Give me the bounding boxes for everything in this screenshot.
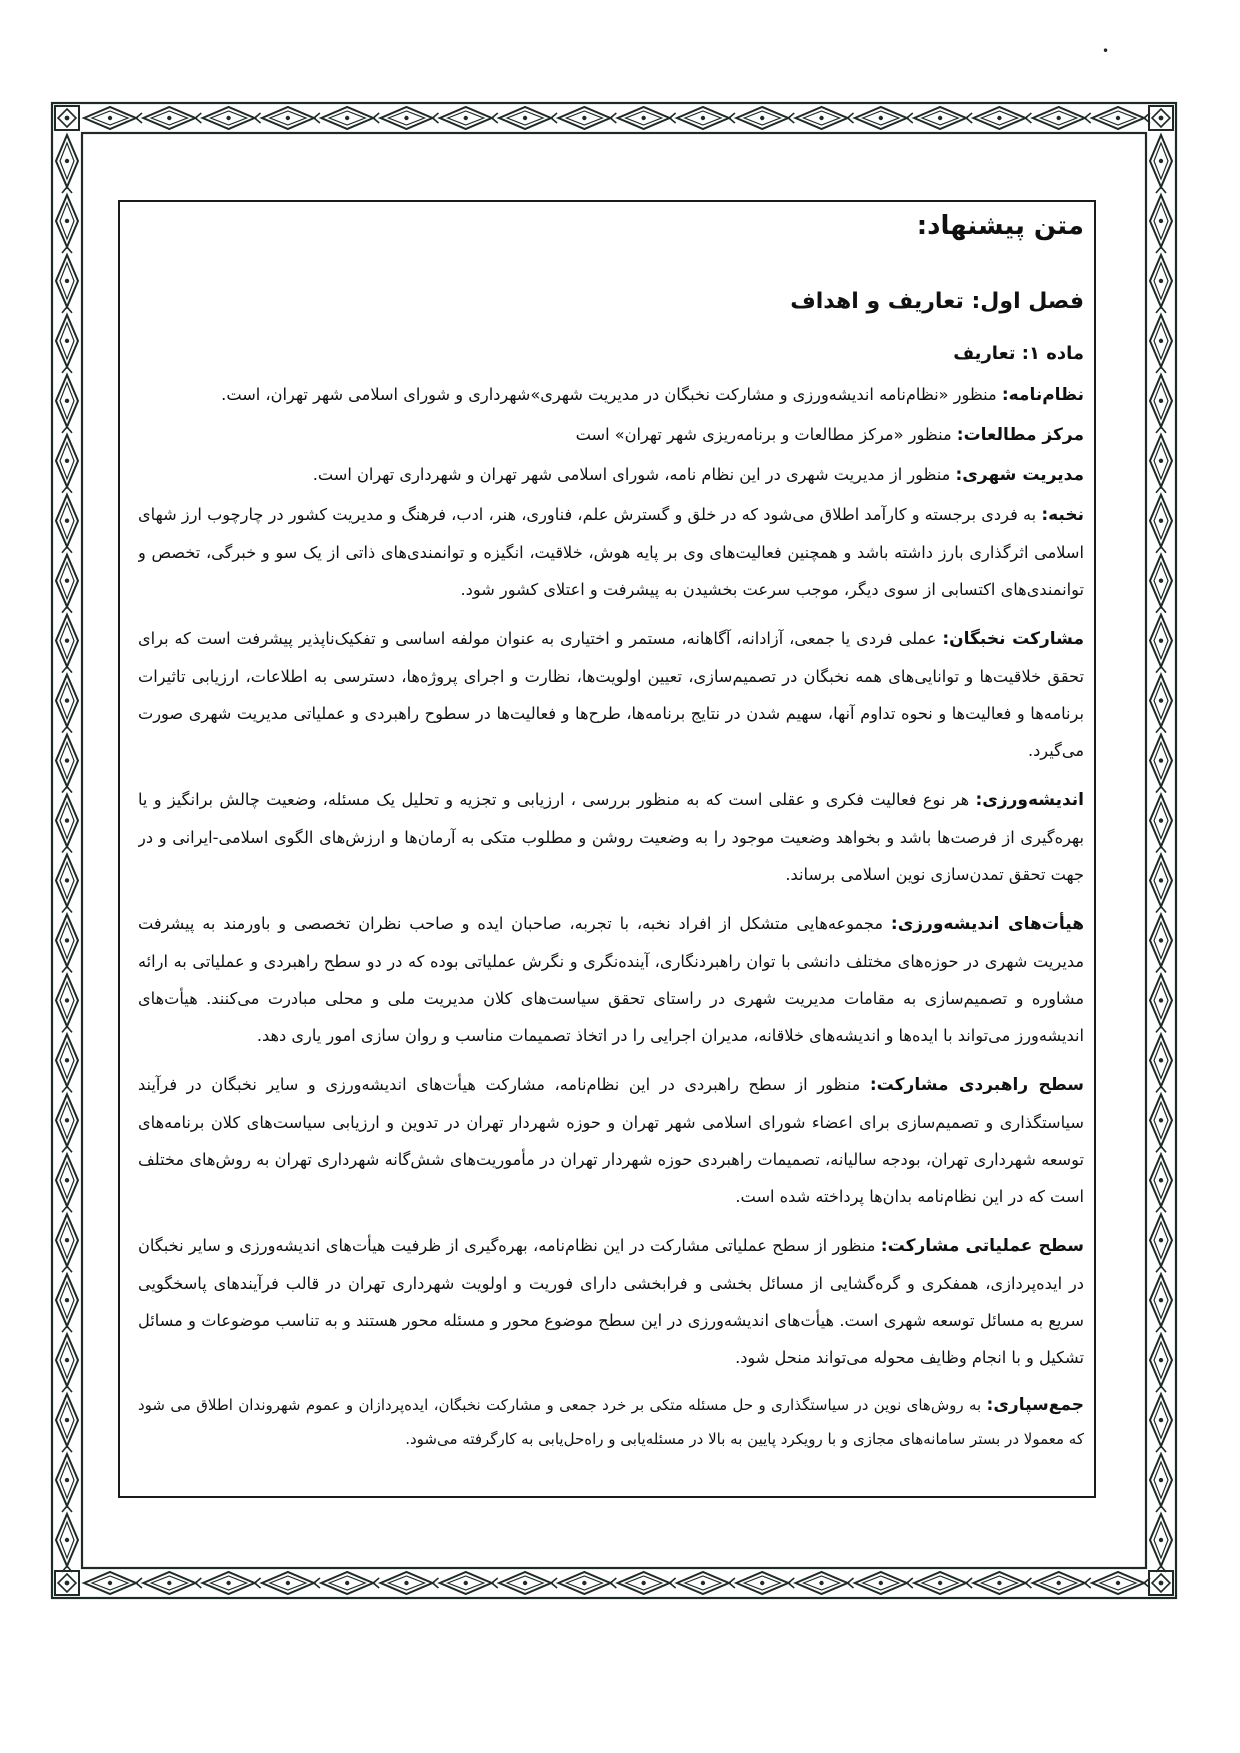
definition-text: هر نوع فعالیت فکری و عقلی است که به منظور بررسی ، ارزیابی و تجزیه و تحلیل یک مسئله، وضعیت چالش برانگیز و یا بهره‌گیری از فرصت‌ها باشد و بخواهد وضعیت موجود را به وضعیت روشن و مطلوب متکی به آرمان‌ها و ارزش‌های الگوی اسلامی-ایرانی و در جهت تحقق تمدن‌سازی نوین اسلامی برساند. [138,790,1084,884]
definition-text: به روش‌های نوین در سیاستگذاری و حل مسئله متکی بر خرد جمعی و مشارکت نخبگان، ایده‌پردازان و عموم شهروندان اطلاق می شود که معمولا در بستر سامانه‌های مجازی و با رویکرد پایین به بالا در مسئله‌یابی و راه‌حل‌یابی به کارگرفته می‌شود. [138,1396,1084,1448]
definition-sath-amaliati [138,1227,1084,1376]
definition-term: نظام‌نامه: [1001,385,1084,405]
definition-modiriat-shahri [138,456,1084,494]
chapter-title: فصل اول: تعاریف و اهداف [790,289,1084,314]
definition-text: منظور از مدیریت شهری در این نظام نامه، شورای اسلامی شهر تهران و شهرداری تهران است. [312,465,956,484]
definition-mosharekat-nokhbegan [138,620,1084,769]
definition-nezamnameh [138,376,1084,414]
definition-term: سطح عملیاتی مشارکت: [880,1236,1084,1256]
definition-term: مرکز مطالعات: [956,425,1084,445]
definition-sath-rahbordi [138,1066,1084,1215]
definition-term: نخبه: [1041,505,1084,525]
definition-term: سطح راهبردی مشارکت: [869,1075,1084,1095]
definition-term: هیأت‌های اندیشه‌ورزی: [890,914,1084,934]
definition-term: مدیریت شهری: [955,465,1084,485]
document-body [138,206,1084,1496]
definition-text: عملی فردی یا جمعی، آزادانه، آگاهانه، مستمر و اختیاری به عنوان مولفه اساسی و تفکیک‌ناپذیر پیشرفت است که برای تحقق خلاقیت‌ها و توانایی‌های همه نخبگان در تصمیم‌سازی، تعیین اولویت‌ها، نظارت و اجرای پروژه‌ها، دسترسی به اطلاعات، ارزیابی تاثیرات برنامه‌ها و فعالیت‌ها و نحوه تداوم آنها، سهیم شدن در نتایج برنامه‌ها، طرح‌ها و فعالیت‌ها در سطوح راهبردی و عملیاتی مدیریت شهری صورت می‌گیرد. [138,629,1084,760]
definition-text: منظور «مرکز مطالعات و برنامه‌ریزی شهر تهران» است [575,425,957,444]
definition-text: مجموعه‌هایی متشکل از افراد نخبه، با تجربه، صاحبان ایده و صاحب نظران تخصصی و باورمند به پیشرفت مدیریت شهری در حوزه‌های مختلف دانشی با توان راهبردنگاری، آینده‌نگری و نگرش عملیاتی بوده که در دو سطح راهبردی و عملیاتی به ارائه مشاوره و تصمیم‌سازی به مقامات مدیریت شهری در راستای تحقق سیاست‌های کلان مدیریت ملی و محلی مبادرت می‌کنند. هیأت‌های اندیشه‌ورز می‌تواند با ایده‌ها و اندیشه‌های خلاقانه، مدیران اجرایی را در اتخاذ تصمیمات مناسب و روان سازی امور یاری دهد. [138,914,1084,1045]
definition-text: به فردی برجسته و کارآمد اطلاق می‌شود که در خلق و گسترش علم، فناوری، هنر، ادب، فرهنگ و مدیریت کشور در چارچوب ارز شهای اسلامی اثرگذاری بارز داشته باشد و همچنین فعالیت‌های وی بر پایه هوش، خلاقیت، انگیزه و توانمندی‌های ذاتی از یک سو و خبرگی، تخصص و توانمندی‌های اکتسابی از سوی دیگر، موجب سرعت بخشیدن به پیشرفت و اعتلای کشور شود. [138,505,1084,599]
definition-term: مشارکت نخبگان: [942,629,1084,649]
definition-text: منظور از سطح راهبردی در این نظام‌نامه، مشارکت هیأت‌های اندیشه‌ورزی و سایر نخبگان در فرآیند سیاستگذاری و تصمیم‌سازی برای اعضاء شورای اسلامی شهر تهران و حوزه شهردار تهران در تدوین و ارزیابی سیاست‌های کلان برنامه‌های توسعه شهرداری تهران، بودجه سالیانه، تصمیمات راهبردی حوزه شهردار تهران در مأموریت‌های شش‌گانه شهرداری تهران به روش‌های مختلف است که در این نظام‌نامه بدان‌ها پرداخته شده است. [138,1075,1084,1206]
definition-nokhbeh [138,496,1084,608]
scan-mark: • [1102,44,1110,58]
definition-term: جمع‌سپاری: [986,1395,1084,1415]
page-title: متن پیشنهاد: [916,211,1084,241]
definition-text: منظور از سطح عملیاتی مشارکت در این نظام‌نامه، بهره‌گیری از ظرفیت هیأت‌های اندیشه‌ورزی و سایر نخبگان در ایده‌پردازی، همفکری و گره‌گشایی از مسائل بخشی و فرابخشی دارای فوریت و اولویت شهرداری تهران در قالب فرآیندهای پاسخگویی سریع به مسائل توسعه شهری است. هیأت‌های اندیشه‌ورزی در این سطح موضوع محور و مسئله محور هستند و به تناسب موضوعات و مسائل تشکیل و با انجام وظایف محوله می‌تواند منحل شود. [138,1236,1084,1367]
definition-andisheh-varzi [138,781,1084,893]
definition-markaz-motaleat [138,416,1084,454]
definition-term: اندیشه‌ورزی: [975,790,1084,810]
article-title: ماده ۱: تعاریف [953,343,1084,364]
definition-jam-separi [138,1388,1084,1456]
definition-heyat-andisheh-varzi [138,905,1084,1054]
definition-text: منظور «نظام‌نامه اندیشه‌ورزی و مشارکت نخبگان در مدیریت شهری»شهرداری و شورای اسلامی شهر تهران، است. [221,385,1002,404]
